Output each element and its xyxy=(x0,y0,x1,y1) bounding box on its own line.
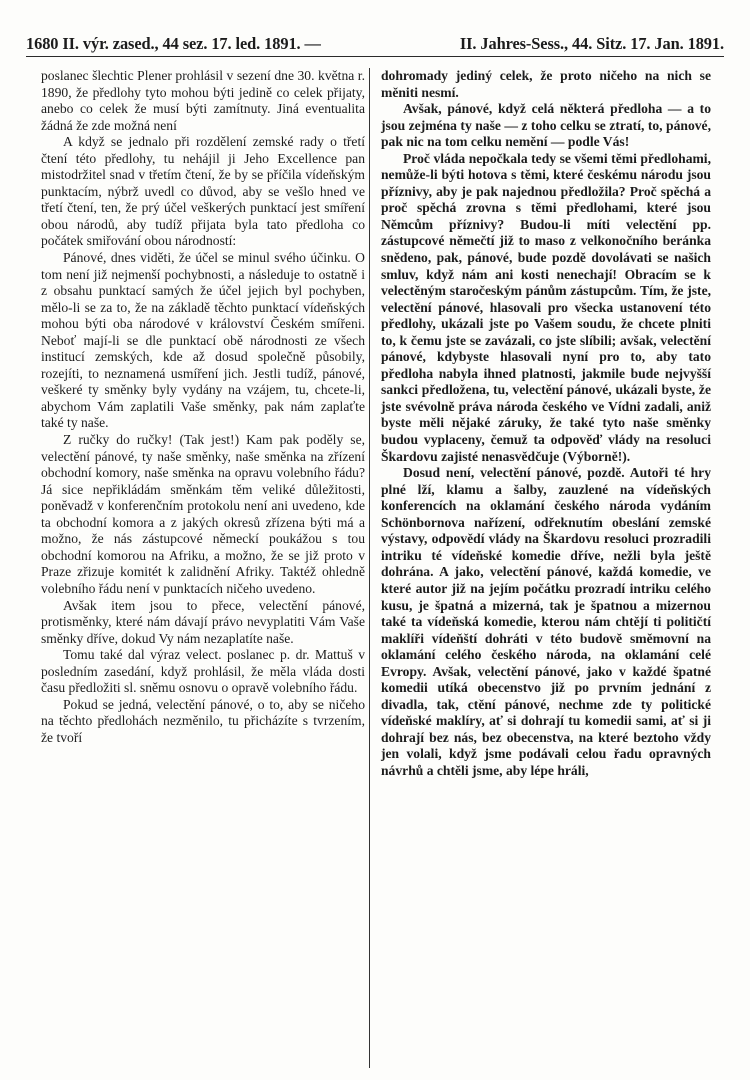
paragraph: Pánové, dnes viděti, že účel se minul svého účinku. O tom není již nejmenší pochybnosti, a následuje to ostatně i z obsahu punktací samých že účel jejich byl pochyben, mělo-li se za to, že na základě těchto punktací vídeňských mohou býti oba národové v království Českém smířeni. Neboť mají-li se dle punktací obě národnosti ze všech institucí zemských, kde až dosud společně působily, rozejíti, to neznamená usmíření jich. Jestli tudíž, pánové, veškeré ty směnky byly vydány na vzájem, tu, chcete-li, abychom Vám zaplatili Vaše směnky, pak nám zaplaťte také ty naše. xyxy=(41,250,365,431)
paragraph: Proč vláda nepočkala tedy se všemi těmi předlohami, nemůže-li býti hotova s těmi, které českému národu jsou příznivy, aby je pak najednou předložila? Proč spěchá a proč spěchá zrovna s těmi předlohami, které jsou Němcům příznivy? Budou-li míti velectění pp. zástupcové němečtí již to maso z velkonočního beránka snědeno, pak, pánové, bude pozdě dovolávati se našich smluv, když nám ani kosti nenechají! Obracím se k velectěným staročeským pánům zástupcům. Tím, že jste, velectění pánové, hlasovali pro všecka ustanovení této předlohy, ukázali jste po Vašem soudu, že chcete plniti to, k čemu jste se zavázali, co jste slíbili; avšak, velectění pánové, kdybyste hlasovali nyní pro to, aby tato předloha nabyla ihned platnosti, jakmile bude nejvyšší sankci předložena, tu, velectění pánové, ukázali byste, že jste svévolně práva národa českého ve Vídni zadali, aniž byste měli nějaké záruky, že také tyto naše směnky budou vyplaceny, čemuž ta odpověď vlády na resoluci Škardovu zajisté nenasvědčuje (Výborně!). xyxy=(381,150,711,464)
right-column xyxy=(381,68,711,780)
paragraph: A když se jednalo při rozdělení zemské rady o třetí čtení této předlohy, tu nehájil ji Jeho Excellence pan mistodržitel snad v třetím čtení, že by se příčila vídeňským punktacím, nýbrž uvedl co důvod, aby se vešlo hned ve třetí čtení, ten, že prý účel veškerých punktací jest smíření obou národů, aby tudíž přijata byla tato předloha co počátek smiřování obou národností: xyxy=(41,134,365,249)
paragraph: Avšak, pánové, když celá některá předloha — a to jsou zejména ty naše — z toho celku se ztratí, to, pánové, pak nic na tom celku nemění — podle Vás! xyxy=(381,101,711,150)
paragraph: dohromady jediný celek, že proto ničeho na nich se měniti nesmí. xyxy=(381,68,711,100)
header-right: II. Jahres-Sess., 44. Sitz. 17. Jan. 1891. xyxy=(459,34,724,53)
paragraph: poslanec šlechtic Plener prohlásil v sezení dne 30. května r. 1890, že předlohy tyto mohou býti jedině co celek přijaty, anebo co celek že musí býti zamítnuty. Jiná eventualita žádná že zde možná není xyxy=(41,68,365,133)
paragraph: Dosud není, velectění pánové, pozdě. Autoři té hry plné lží, klamu a šalby, zauzlené na vídeňských konferencích na oklamání českého národa vydáním Schönbornova nařízení, odřeknutím obeslání zemské výstavy, odpovědí vlády na Škardovu resoluci prozradili intriku té vídeňské komedie dříve, nežli byla ještě dohrána. A jako, velectění pánové, každá komedie, ve které autor již na jejím počátku prozradí intriku celého kusu, je špatná a mizerná, tak je špatnou a mizernou také ta vídeňská komedie, kterou nám chtějí ti političtí maklíři vídeňští dohráti v této budově směmovní na oklamání celého českého národa, na oklamání celé Evropy. Avšak, velectění pánové, jako v každé špatné komedii utíká obecenstvo již po prvním jednání z divadla, tak, ctění pánové, nechme zde ty politické vídeňské maklíry, ať si dohrají tu komedii sami, ať si ji dohrají bez nás, bez obecenstva, na které beztoho vždy jen volali, když jsme podávali celou řadu opravných návrhů a chtěli jsme, aby lépe hráli, xyxy=(381,465,711,778)
paragraph: Tomu také dal výraz velect. poslanec p. dr. Mattuš v posledním zasedání, když prohlásil, že měla vláda dosti času předložiti sl. sněmu osnovu o opravě volebního řádu. xyxy=(41,647,365,696)
column-divider xyxy=(369,68,370,1068)
page-header xyxy=(26,30,724,57)
paragraph: Avšak item jsou to přece, velectění pánové, protisměnky, které nám dávají právo nevyplatiti Vám Vaše směnky dříve, dokud Vy nám nezaplatíte naše. xyxy=(41,597,365,646)
paragraph: Z ručky do ručky! (Tak jest!) Kam pak poděly se, velectění pánové, ty naše směnky, naše směnka na zřízení obchodní komory, naše směnka na opravu volebního řádu? Já sice nepřikládám směnkám těm veliké důležitosti, poněvadž v konferenčním protokolu není ani uvedeno, kde ta obchodní komora a z jakých okresů zřízena býti má a možno, že nás zástupcové německí poukážou s tou obchodní komorou na Afriku, a možno, že se již proto v Praze zřizuje komitét k zalidnění Afriky. Taktéž ohledně volebního řádu není v punktacích ničeho uvedeno. xyxy=(41,432,365,596)
header-left: 1680 II. výr. zased., 44 sez. 17. led. 1891. — xyxy=(26,34,321,53)
left-column xyxy=(41,68,365,746)
paragraph: Pokud se jedná, velectění pánové, o to, aby se ničeho na těchto předlohách nezměnilo, tu přicházíte s tvrzením, že tvoří xyxy=(41,696,365,745)
